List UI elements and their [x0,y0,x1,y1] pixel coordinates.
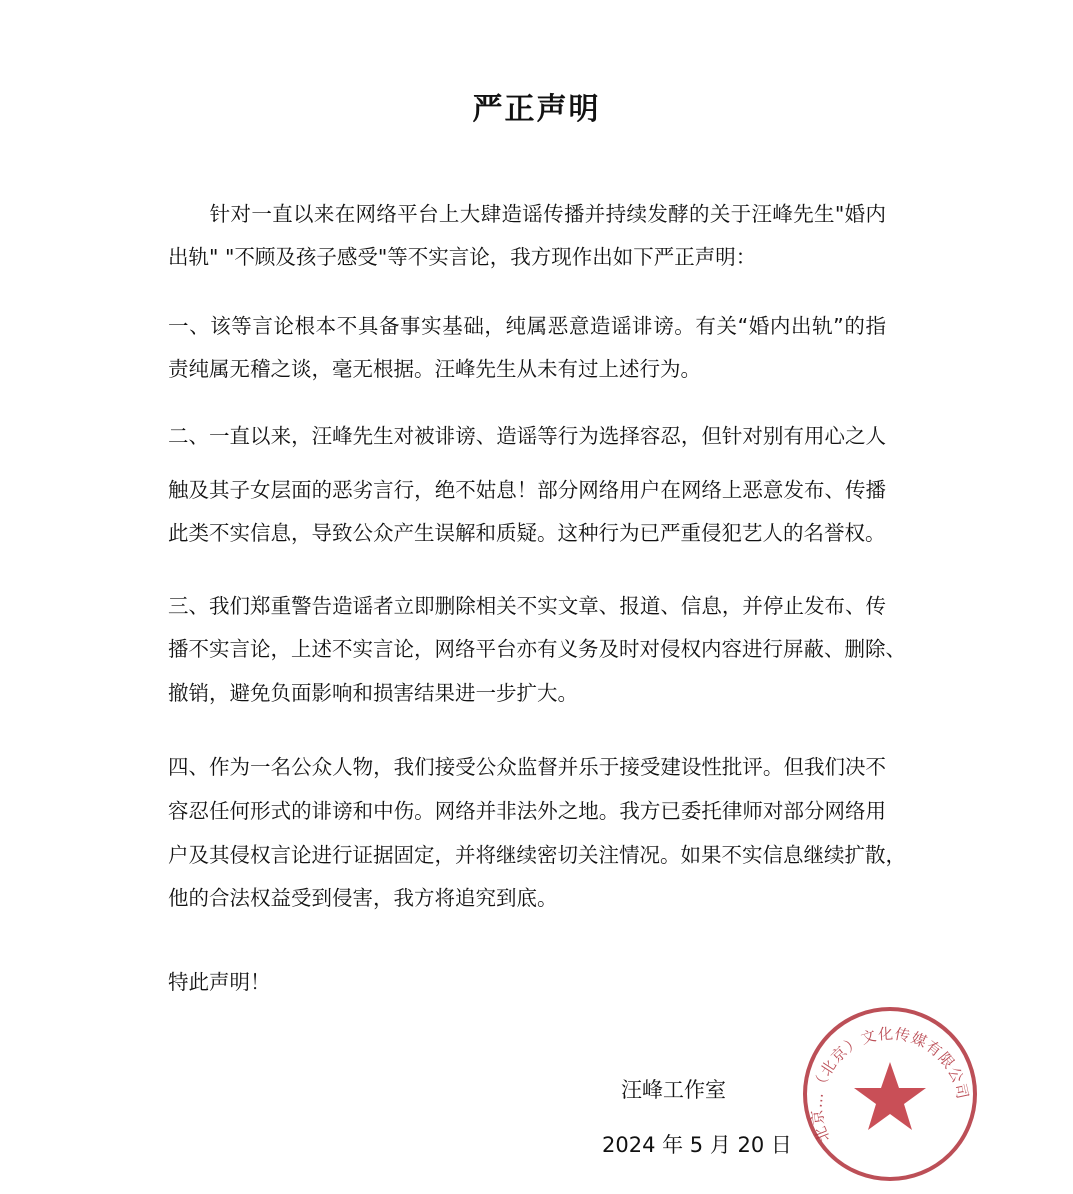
paragraph-line: 撤销，避免负面影响和损害结果进一步扩大。 [168,681,578,705]
star-icon [854,1062,926,1130]
paragraph-line: 责纯属无稽之谈，毫无根据。汪峰先生从未有过上述行为。 [168,357,701,381]
paragraph-line: 四、作为一名公众人物，我们接受公众监督并乐于接受建设性批评。但我们决不 [168,755,886,779]
paragraph-line: 二、一直以来，汪峰先生对被诽谤、造谣等行为选择容忍，但针对别有用心之人 [168,424,886,448]
paragraph-line: 出轨" "不顾及孩子感受"等不实言论，我方现作出如下严正声明： [168,245,757,269]
signature-date: 2024 年 5 月 20 日 [602,1133,792,1157]
paragraph-line: 一、该等言论根本不具备事实基础，纯属恶意造谣诽谤。有关“婚内出轨”的指 [168,314,886,338]
document-title: 严正声明 [472,92,601,127]
paragraph-line: 此类不实信息，导致公众产生误解和质疑。这种行为已严重侵犯艺人的名誉权。 [168,521,886,545]
paragraph-line: 他的合法权益受到侵害，我方将追究到底。 [168,886,558,910]
paragraph-line: 三、我们郑重警告造谣者立即删除相关不实文章、报道、信息，并停止发布、传 [168,594,886,618]
paragraph-line: 户及其侵权言论进行证据固定，并将继续密切关注情况。如果不实信息继续扩散， [168,843,906,867]
paragraph-line: 容忍任何形式的诽谤和中伤。网络并非法外之地。我方已委托律师对部分网络用 [168,799,886,823]
paragraph-line: 播不实言论，上述不实言论，网络平台亦有义务及时对侵权内容进行屏蔽、删除、 [168,637,906,661]
paragraph-line: 特此声明！ [168,970,271,994]
company-seal-stamp [800,1004,980,1184]
paragraph-line: 针对一直以来在网络平台上大肆造谣传播并持续发酵的关于汪峰先生"婚内 [168,202,886,226]
signature-issuer: 汪峰工作室 [621,1078,726,1102]
paragraph-line: 触及其子女层面的恶劣言行，绝不姑息！部分网络用户在网络上恶意发布、传播 [168,478,886,502]
seal-text: 北京…（北京）文化传媒有限公司 [807,1024,972,1145]
